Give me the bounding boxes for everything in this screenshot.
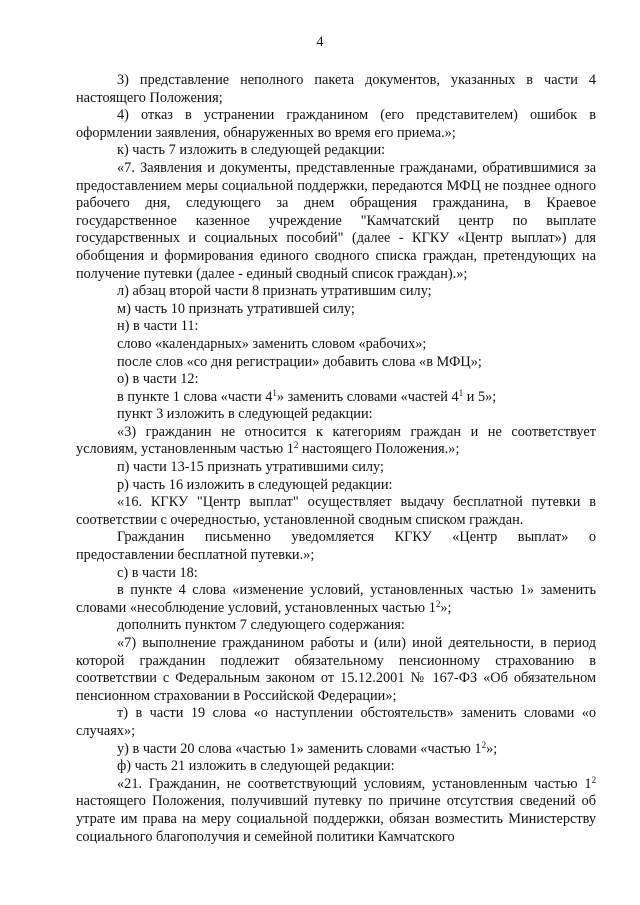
paragraph: п) части 13-15 признать утратившими силу; xyxy=(117,459,384,476)
document-body xyxy=(76,72,596,846)
paragraph: м) часть 10 признать утратившей силу; xyxy=(117,300,355,317)
page-number: 4 xyxy=(316,34,324,50)
paragraph: в пункте 4 слова «изменение условий, установленных частью 1» заменить словами «несоблюдение условий, установленных частью $1^2$»; xyxy=(76,582,597,616)
paragraph: пункт 3 изложить в следующей редакции: xyxy=(117,406,373,423)
paragraph: с) в части 18: xyxy=(117,564,198,581)
paragraph: т) в части 19 слова «о наступлении обстоятельств» заменить словами «о случаях»; xyxy=(76,705,597,739)
paragraph: ф) часть 21 изложить в следующей редакции: xyxy=(117,758,395,775)
paragraph: после слов «со дня регистрации» добавить слова «в МФЦ»; xyxy=(117,353,482,370)
paragraph: слово «календарных» заменить словом «рабочих»; xyxy=(117,335,427,352)
paragraph: «7) выполнение гражданином работы и (или) иной деятельности, в период которой гражданин подлежит обязательному пенсионному страхованию в соответствии с Федеральным законом от 15.12.2001 № 167-ФЗ «Об обязательном пенсионном страховании в Российской Федерации»; xyxy=(76,635,597,704)
paragraph: «21. Гражданин, не соответствующий условиям, установленным частью $1^2$ настоящего Положения, получивший путевку по причине отсутствия сведений об утрате им права на меру социальной поддержки, обязан возместить Министерству социального благополучия и семейной политики Камчатского xyxy=(76,774,597,845)
paragraph: 3) представление неполного пакета документов, указанных в части 4 настоящего Положения; xyxy=(76,72,596,106)
paragraph: н) в части 11: xyxy=(117,318,199,335)
paragraph: р) часть 16 изложить в следующей редакции: xyxy=(117,476,393,493)
paragraph: в пункте 1 слова «части $4^1$» заменить словами «частей $4^1$ и 5»; xyxy=(117,387,497,405)
paragraph: «3) гражданин не относится к категориям граждан и не соответствует условиям, установленным частью $1^2$ настоящего Положения.»; xyxy=(76,423,596,458)
paragraph: Гражданин письменно уведомляется КГКУ «Центр выплат» о предоставлении бесплатной путевки.»; xyxy=(76,529,596,564)
paragraph: «7. Заявления и документы, представленные гражданами, обратившимися за предоставлением меры социальной поддержки, передаются МФЦ не позднее одного рабочего дня, следующего за днем обращения гражданина, в Краевое государственное казенное учреждение "Камчатский центр по выплате государственных и социальных пособий" (далее - КГКУ «Центр выплат») для обобщения и формирования единого сводного списка граждан, претендующих на получение путевки (далее - единый сводный список граждан).»; xyxy=(76,159,597,282)
paragraph: у) в части 20 слова «частью 1» заменить словами «частью $1^2$»; xyxy=(117,739,498,757)
paragraph: дополнить пунктом 7 следующего содержания: xyxy=(117,617,405,634)
paragraph: к) часть 7 изложить в следующей редакции: xyxy=(117,142,386,159)
paragraph: о) в части 12: xyxy=(117,371,199,388)
paragraph: «16. КГКУ "Центр выплат" осуществляет выдачу бесплатной путевки в соответствии с очередностью, установленной сводным списком граждан. xyxy=(76,494,596,528)
paragraph: 4) отказ в устранении гражданином (его представителем) ошибок в оформлении заявления, обнаруженных во время его приема.»; xyxy=(76,107,597,141)
paragraph: л) абзац второй части 8 признать утратившим силу; xyxy=(117,283,432,300)
